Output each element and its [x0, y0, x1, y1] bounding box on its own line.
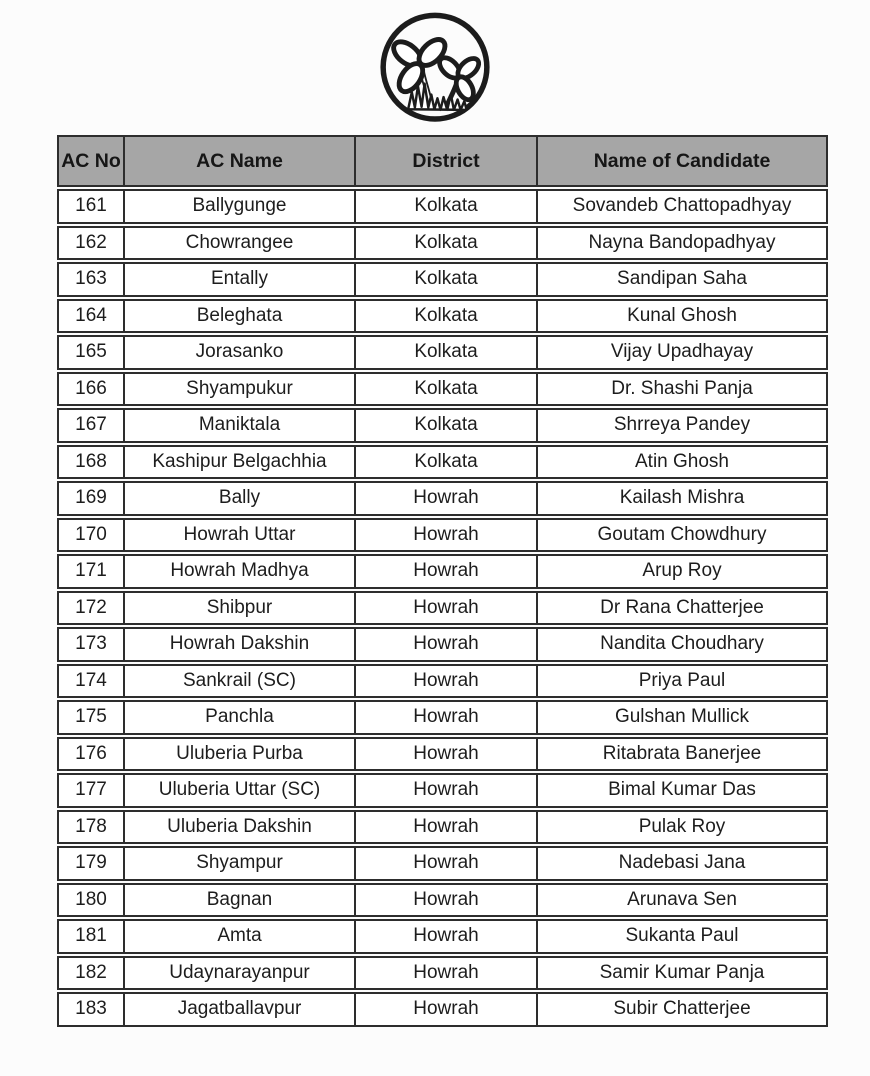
cell-district: Kolkata	[354, 410, 536, 441]
cell-ac-name: Uluberia Purba	[123, 739, 354, 770]
cell-district: Kolkata	[354, 374, 536, 405]
candidate-table	[57, 135, 828, 1027]
cell-ac-name: Shyampur	[123, 848, 354, 879]
cell-candidate: Dr Rana Chatterjee	[536, 593, 826, 624]
table-row	[57, 445, 828, 480]
cell-district: Howrah	[354, 812, 536, 843]
col-header-ac-name: AC Name	[123, 137, 354, 185]
table-header-row	[57, 135, 828, 187]
cell-ac-name: Entally	[123, 264, 354, 295]
cell-ac-name: Beleghata	[123, 301, 354, 332]
cell-candidate: Samir Kumar Panja	[536, 958, 826, 989]
table-row	[57, 372, 828, 407]
party-logo	[374, 8, 496, 130]
cell-ac-no: 172	[75, 596, 107, 618]
table-row	[57, 299, 828, 334]
cell-candidate: Nadebasi Jana	[536, 848, 826, 879]
cell-district: Howrah	[354, 520, 536, 551]
cell-ac-name: Panchla	[123, 702, 354, 733]
cell-ac-no: 175	[75, 706, 107, 728]
cell-ac-name: Howrah Uttar	[123, 520, 354, 551]
cell-ac-no: 165	[75, 341, 107, 363]
cell-candidate: Nayna Bandopadhyay	[536, 228, 826, 259]
cell-candidate: Sandipan Saha	[536, 264, 826, 295]
cell-ac-no: 162	[75, 231, 107, 253]
cell-district: Howrah	[354, 848, 536, 879]
cell-district: Howrah	[354, 556, 536, 587]
cell-ac-no: 176	[75, 742, 107, 764]
col-header-candidate: Name of Candidate	[536, 137, 826, 185]
cell-candidate: Kailash Mishra	[536, 483, 826, 514]
cell-district: Howrah	[354, 483, 536, 514]
cell-ac-no: 161	[75, 195, 107, 217]
cell-ac-no: 171	[75, 560, 107, 582]
table-row	[57, 664, 828, 699]
cell-district: Howrah	[354, 885, 536, 916]
cell-district: Howrah	[354, 775, 536, 806]
cell-district: Howrah	[354, 958, 536, 989]
table-body	[57, 189, 828, 1027]
table-row	[57, 883, 828, 918]
table-row	[57, 481, 828, 516]
cell-district: Howrah	[354, 593, 536, 624]
cell-ac-name: Bagnan	[123, 885, 354, 916]
cell-candidate: Kunal Ghosh	[536, 301, 826, 332]
table-row	[57, 554, 828, 589]
cell-district: Kolkata	[354, 447, 536, 478]
cell-ac-no: 179	[75, 852, 107, 874]
cell-district: Kolkata	[354, 191, 536, 222]
cell-ac-name: Howrah Madhya	[123, 556, 354, 587]
cell-district: Howrah	[354, 994, 536, 1025]
table-row	[57, 919, 828, 954]
cell-ac-name: Uluberia Uttar (SC)	[123, 775, 354, 806]
cell-ac-no: 167	[75, 414, 107, 436]
cell-candidate: Priya Paul	[536, 666, 826, 697]
cell-ac-no: 173	[75, 633, 107, 655]
cell-district: Kolkata	[354, 228, 536, 259]
table-row	[57, 408, 828, 443]
cell-ac-no: 168	[75, 450, 107, 472]
cell-ac-no: 177	[75, 779, 107, 801]
cell-ac-name: Howrah Dakshin	[123, 629, 354, 660]
cell-candidate: Arup Roy	[536, 556, 826, 587]
cell-ac-name: Bally	[123, 483, 354, 514]
cell-candidate: Dr. Shashi Panja	[536, 374, 826, 405]
cell-ac-name: Shibpur	[123, 593, 354, 624]
col-header-ac-no: AC No	[61, 149, 121, 172]
cell-ac-name: Amta	[123, 921, 354, 952]
cell-ac-no: 164	[75, 304, 107, 326]
cell-candidate: Pulak Roy	[536, 812, 826, 843]
cell-ac-no: 183	[75, 998, 107, 1020]
table-row	[57, 737, 828, 772]
cell-ac-no: 181	[75, 925, 107, 947]
table-row	[57, 262, 828, 297]
cell-candidate: Bimal Kumar Das	[536, 775, 826, 806]
cell-ac-name: Maniktala	[123, 410, 354, 441]
table-row	[57, 846, 828, 881]
cell-candidate: Atin Ghosh	[536, 447, 826, 478]
cell-district: Kolkata	[354, 337, 536, 368]
cell-ac-no: 170	[75, 523, 107, 545]
cell-ac-no: 166	[75, 377, 107, 399]
cell-ac-no: 174	[75, 669, 107, 691]
cell-district: Kolkata	[354, 301, 536, 332]
cell-ac-name: Uluberia Dakshin	[123, 812, 354, 843]
table-row	[57, 189, 828, 224]
cell-ac-no: 178	[75, 815, 107, 837]
cell-candidate: Vijay Upadhayay	[536, 337, 826, 368]
cell-ac-name: Jorasanko	[123, 337, 354, 368]
cell-candidate: Shrreya Pandey	[536, 410, 826, 441]
cell-district: Howrah	[354, 739, 536, 770]
cell-candidate: Sovandeb Chattopadhyay	[536, 191, 826, 222]
table-row	[57, 956, 828, 991]
cell-ac-name: Shyampukur	[123, 374, 354, 405]
cell-district: Howrah	[354, 666, 536, 697]
cell-ac-no: 169	[75, 487, 107, 509]
cell-candidate: Ritabrata Banerjee	[536, 739, 826, 770]
cell-candidate: Arunava Sen	[536, 885, 826, 916]
table-row	[57, 518, 828, 553]
cell-ac-name: Ballygunge	[123, 191, 354, 222]
cell-ac-no: 182	[75, 961, 107, 983]
cell-ac-name: Chowrangee	[123, 228, 354, 259]
table-row	[57, 992, 828, 1027]
table-row	[57, 627, 828, 662]
cell-district: Howrah	[354, 702, 536, 733]
table-row	[57, 700, 828, 735]
cell-ac-name: Sankrail (SC)	[123, 666, 354, 697]
twin-flower-icon	[374, 8, 496, 130]
col-header-district: District	[354, 137, 536, 185]
cell-ac-name: Jagatballavpur	[123, 994, 354, 1025]
table-row	[57, 335, 828, 370]
cell-district: Howrah	[354, 921, 536, 952]
cell-ac-no: 163	[75, 268, 107, 290]
table-row	[57, 591, 828, 626]
cell-candidate: Sukanta Paul	[536, 921, 826, 952]
cell-candidate: Nandita Choudhary	[536, 629, 826, 660]
cell-candidate: Goutam Chowdhury	[536, 520, 826, 551]
table-row	[57, 226, 828, 261]
cell-district: Howrah	[354, 629, 536, 660]
cell-district: Kolkata	[354, 264, 536, 295]
cell-ac-no: 180	[75, 888, 107, 910]
cell-ac-name: Udaynarayanpur	[123, 958, 354, 989]
cell-candidate: Subir Chatterjee	[536, 994, 826, 1025]
table-row	[57, 810, 828, 845]
cell-candidate: Gulshan Mullick	[536, 702, 826, 733]
cell-ac-name: Kashipur Belgachhia	[123, 447, 354, 478]
table-row	[57, 773, 828, 808]
